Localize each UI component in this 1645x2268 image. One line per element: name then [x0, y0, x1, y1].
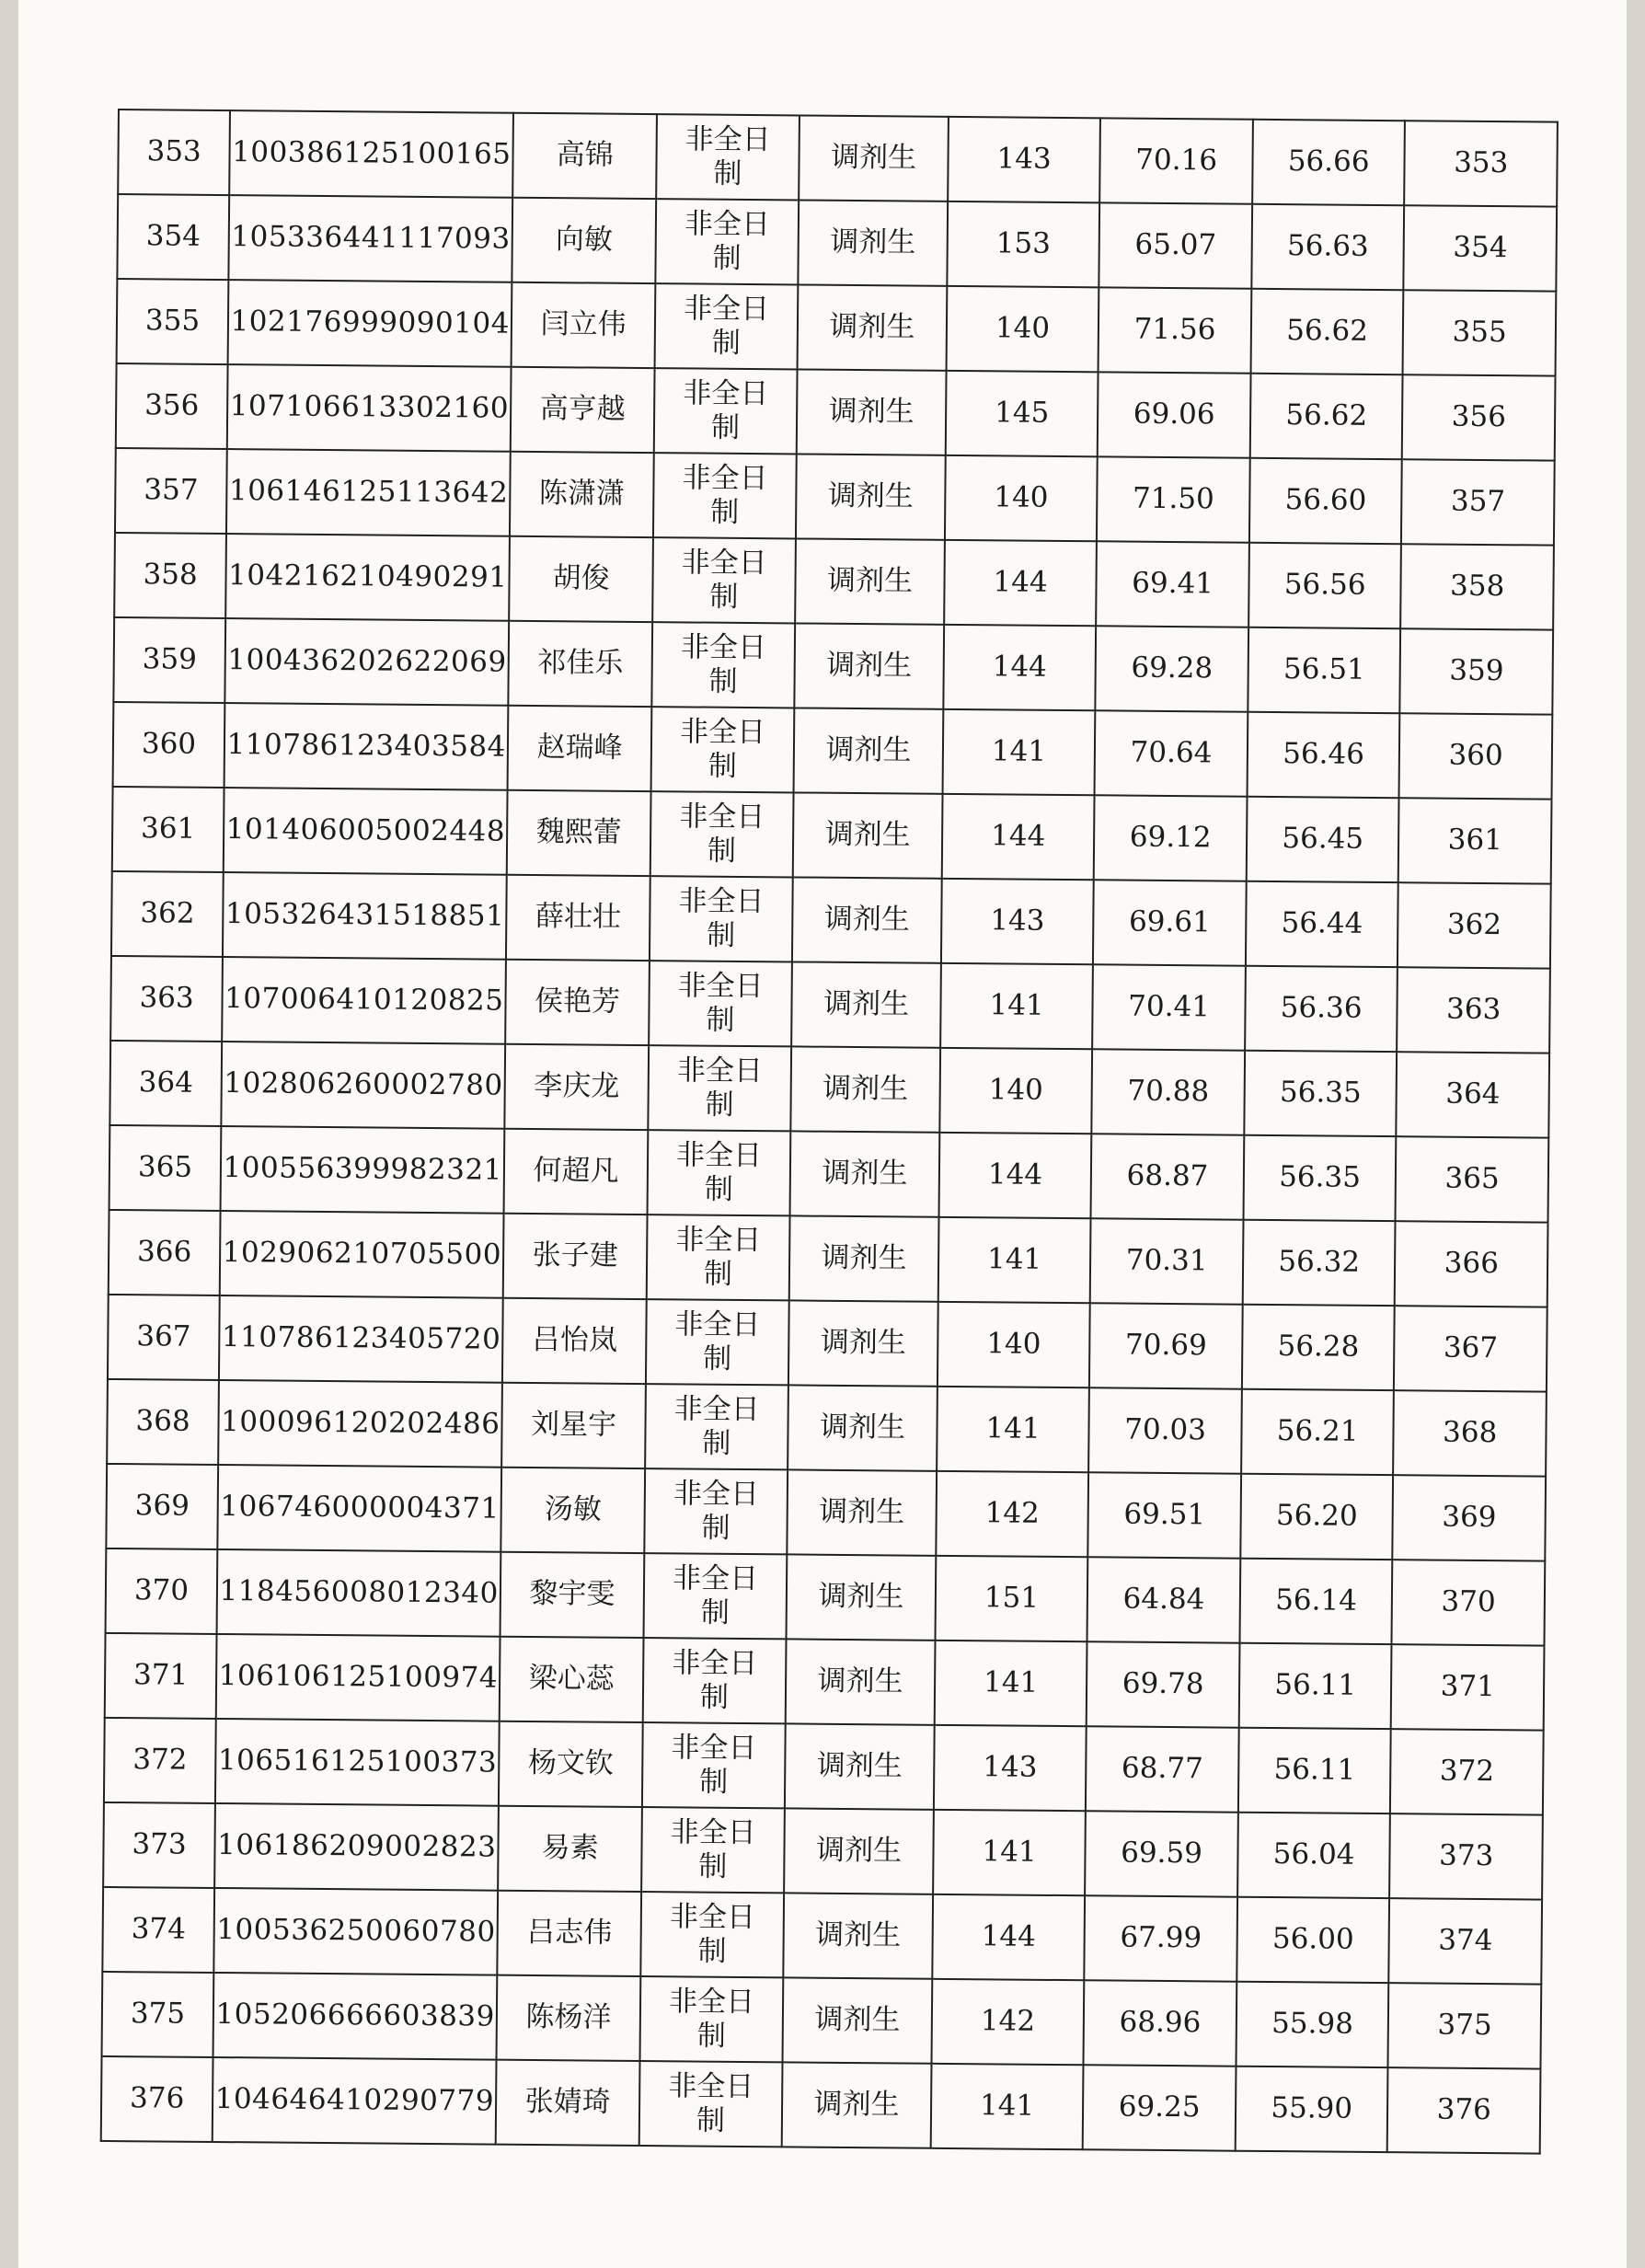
exam-id-cell: 102176999090104 — [228, 280, 512, 367]
total-score-cell: 56.14 — [1239, 1559, 1392, 1644]
rank-cell: 370 — [1392, 1560, 1545, 1645]
admission-type-cell: 调剂生 — [795, 538, 944, 624]
total-score-cell: 56.44 — [1246, 881, 1398, 967]
exam-id-cell: 110786123403584 — [224, 703, 509, 790]
total-score-cell: 56.11 — [1238, 1728, 1391, 1813]
table-row — [103, 1802, 1543, 1900]
table-row — [101, 2056, 1541, 2154]
initial-score-cell: 140 — [938, 1302, 1090, 1387]
admission-type-cell: 调剂生 — [788, 1385, 937, 1470]
rank-cell: 364 — [1397, 1052, 1549, 1137]
study-mode-line-1: 非全日 — [670, 1815, 756, 1849]
table-row — [102, 1972, 1542, 2069]
study-mode-line-2: 制 — [705, 1088, 734, 1122]
table-row — [110, 956, 1550, 1053]
rank-cell: 356 — [1402, 374, 1555, 460]
table-row — [115, 448, 1555, 546]
study-mode-line-1: 非全日 — [684, 292, 770, 326]
admission-type-cell: 调剂生 — [784, 1893, 933, 1978]
row-number-cell: 354 — [117, 194, 229, 280]
total-score-cell: 56.56 — [1248, 543, 1401, 628]
study-mode-cell — [654, 368, 798, 454]
total-score-cell: 55.90 — [1236, 2067, 1388, 2152]
retest-score-cell: 69.61 — [1093, 880, 1246, 965]
initial-score-cell: 141 — [940, 963, 1093, 1049]
candidate-name-cell: 易素 — [498, 1806, 641, 1892]
row-number-cell: 376 — [101, 2056, 213, 2142]
initial-score-cell: 144 — [944, 540, 1097, 626]
study-mode-line-2: 制 — [701, 1511, 730, 1545]
exam-id-cell: 100556399982321 — [221, 1126, 505, 1214]
rank-cell: 354 — [1404, 205, 1557, 291]
retest-score-cell: 71.56 — [1099, 287, 1251, 373]
study-mode-line-1: 非全日 — [672, 1561, 759, 1595]
study-mode-line-1: 非全日 — [675, 1223, 762, 1257]
study-mode-line-2: 制 — [707, 918, 736, 952]
study-mode-cell — [647, 1130, 790, 1215]
study-mode-line-1: 非全日 — [678, 884, 765, 918]
retest-score-cell: 70.03 — [1088, 1387, 1241, 1473]
initial-score-cell: 141 — [933, 1810, 1086, 1895]
study-mode-line-1: 非全日 — [677, 969, 764, 1003]
total-score-cell: 56.45 — [1247, 797, 1399, 882]
exam-id-cell: 105326431518851 — [223, 872, 507, 960]
study-mode-line-1: 非全日 — [675, 1138, 763, 1172]
study-mode-line-1: 非全日 — [668, 2069, 754, 2103]
candidate-name-cell: 侯艳芳 — [506, 960, 650, 1045]
initial-score-cell: 143 — [941, 879, 1094, 964]
total-score-cell: 56.60 — [1249, 458, 1402, 544]
exam-id-cell: 106186209002823 — [214, 1803, 499, 1891]
retest-score-cell: 69.28 — [1096, 626, 1248, 711]
document-page — [18, 0, 1627, 2268]
exam-id-cell: 106146125113642 — [226, 449, 511, 536]
total-score-cell: 56.32 — [1243, 1220, 1396, 1306]
study-mode-line-1: 非全日 — [668, 1985, 755, 2019]
retest-score-cell: 65.07 — [1099, 202, 1252, 288]
retest-score-cell: 64.84 — [1087, 1557, 1240, 1642]
row-number-cell: 373 — [103, 1802, 215, 1888]
candidate-name-cell: 赵瑞峰 — [508, 706, 651, 791]
row-number-cell: 360 — [113, 702, 225, 788]
initial-score-cell: 140 — [946, 286, 1099, 372]
candidate-name-cell: 梁心蕊 — [500, 1637, 643, 1722]
study-mode-line-1: 非全日 — [682, 461, 768, 495]
initial-score-cell: 144 — [943, 625, 1096, 710]
study-mode-cell — [642, 1722, 786, 1808]
study-mode-line-1: 非全日 — [684, 122, 771, 157]
initial-score-cell: 151 — [935, 1556, 1087, 1641]
study-mode-line-2: 制 — [699, 1765, 729, 1799]
rank-cell: 373 — [1389, 1813, 1542, 1899]
table-row — [107, 1379, 1547, 1477]
study-mode-line-1: 非全日 — [671, 1731, 757, 1765]
retest-score-cell: 69.06 — [1098, 372, 1250, 457]
candidate-name-cell: 胡俊 — [510, 536, 653, 622]
retest-score-cell: 71.50 — [1097, 456, 1249, 542]
study-mode-cell — [639, 2061, 783, 2147]
study-mode-line-2: 制 — [696, 2019, 726, 2053]
rank-cell: 363 — [1398, 967, 1550, 1053]
candidate-name-cell: 李庆龙 — [505, 1044, 649, 1130]
initial-score-cell: 141 — [937, 1387, 1089, 1472]
exam-id-cell: 104646410290779 — [213, 2057, 497, 2145]
retest-score-cell: 68.87 — [1091, 1134, 1244, 1219]
admission-type-cell: 调剂生 — [796, 454, 945, 539]
exam-id-cell: 100386125100165 — [229, 110, 513, 198]
total-score-cell: 56.62 — [1250, 374, 1403, 459]
exam-id-cell: 105206666603839 — [213, 1973, 498, 2060]
candidate-name-cell: 陈杨洋 — [497, 1975, 640, 2061]
initial-score-cell: 143 — [948, 117, 1100, 202]
table-row — [111, 871, 1551, 969]
row-number-cell: 374 — [102, 1887, 214, 1973]
table-row — [109, 1210, 1548, 1307]
candidate-name-cell: 高亨越 — [511, 367, 654, 453]
study-mode-line-1: 非全日 — [672, 1646, 758, 1680]
rank-cell: 371 — [1391, 1644, 1544, 1730]
exam-id-cell: 107006410120825 — [222, 957, 506, 1044]
study-mode-line-1: 非全日 — [676, 1053, 764, 1088]
scan-edge-right — [1627, 0, 1645, 2268]
results-table-body — [101, 109, 1558, 2154]
admission-type-cell: 调剂生 — [788, 1469, 937, 1555]
exam-id-cell: 110786123405720 — [219, 1295, 503, 1383]
table-row — [112, 787, 1552, 884]
row-number-cell: 362 — [111, 871, 224, 957]
study-mode-cell — [656, 114, 799, 200]
study-mode-line-2: 制 — [706, 1003, 735, 1037]
exam-id-cell: 101406005002448 — [224, 788, 508, 875]
exam-id-cell: 104216210490291 — [225, 534, 510, 621]
candidate-name-cell: 陈潇潇 — [510, 452, 653, 537]
initial-score-cell: 144 — [932, 1894, 1085, 1980]
candidate-name-cell: 吕志伟 — [498, 1891, 641, 1976]
rank-cell: 369 — [1393, 1475, 1546, 1560]
study-mode-line-2: 制 — [707, 749, 737, 783]
admission-type-cell: 调剂生 — [787, 1554, 936, 1640]
study-mode-line-2: 制 — [709, 580, 739, 614]
retest-score-cell: 70.16 — [1099, 118, 1252, 203]
candidate-name-cell: 黎宇雯 — [500, 1552, 644, 1638]
study-mode-cell — [651, 622, 795, 708]
rank-cell: 360 — [1399, 713, 1552, 799]
total-score-cell: 55.98 — [1236, 1982, 1388, 2067]
initial-score-cell: 142 — [931, 1979, 1084, 2065]
initial-score-cell: 140 — [939, 1048, 1092, 1134]
study-mode-cell — [648, 1045, 791, 1131]
row-number-cell: 359 — [113, 617, 225, 703]
results-table — [100, 109, 1559, 2155]
row-number-cell: 368 — [107, 1379, 219, 1465]
study-mode-cell — [650, 707, 794, 792]
study-mode-line-2: 制 — [710, 495, 740, 529]
table-row — [108, 1295, 1547, 1392]
candidate-name-cell: 祁佳乐 — [509, 621, 652, 707]
exam-id-cell: 107106613302160 — [227, 364, 512, 452]
retest-score-cell: 69.12 — [1094, 795, 1247, 881]
row-number-cell: 353 — [118, 109, 230, 195]
study-mode-cell — [643, 1553, 787, 1639]
study-mode-line-1: 非全日 — [679, 800, 765, 834]
retest-score-cell: 69.25 — [1083, 2065, 1236, 2150]
study-mode-line-1: 非全日 — [684, 207, 771, 242]
total-score-cell: 56.62 — [1250, 289, 1403, 374]
table-row — [117, 194, 1557, 292]
candidate-name-cell: 何超凡 — [504, 1129, 648, 1215]
retest-score-cell: 70.41 — [1092, 964, 1245, 1050]
exam-id-cell: 106106125100974 — [216, 1634, 500, 1721]
row-number-cell: 375 — [102, 1972, 214, 2057]
table-row — [113, 617, 1553, 715]
rank-cell: 366 — [1395, 1221, 1547, 1307]
total-score-cell: 56.63 — [1251, 204, 1404, 290]
candidate-name-cell: 汤敏 — [501, 1468, 645, 1553]
total-score-cell: 56.04 — [1237, 1813, 1390, 1898]
rank-cell: 358 — [1401, 544, 1554, 629]
initial-score-cell: 143 — [934, 1725, 1087, 1811]
initial-score-cell: 140 — [945, 455, 1098, 541]
retest-score-cell: 69.78 — [1087, 1641, 1239, 1727]
admission-type-cell: 调剂生 — [794, 708, 943, 793]
rank-cell: 362 — [1398, 882, 1550, 968]
table-row — [116, 363, 1556, 461]
exam-id-cell: 106516125100373 — [215, 1719, 500, 1806]
rank-cell: 357 — [1401, 459, 1554, 545]
row-number-cell: 361 — [112, 787, 224, 872]
table-row — [117, 279, 1557, 376]
rank-cell: 361 — [1398, 798, 1551, 883]
row-number-cell: 372 — [104, 1718, 216, 1803]
table-row — [114, 533, 1554, 630]
candidate-name-cell: 魏熙蕾 — [507, 790, 650, 876]
total-score-cell: 56.46 — [1247, 712, 1399, 798]
study-mode-line-1: 非全日 — [683, 376, 769, 410]
row-number-cell: 370 — [106, 1548, 218, 1634]
study-mode-line-1: 非全日 — [681, 546, 767, 580]
table-row — [102, 1887, 1542, 1985]
study-mode-line-2: 制 — [699, 1680, 730, 1714]
row-number-cell: 365 — [109, 1125, 222, 1211]
total-score-cell: 56.35 — [1243, 1135, 1396, 1221]
candidate-name-cell: 吕怡岚 — [502, 1298, 646, 1384]
study-mode-line-2: 制 — [700, 1595, 730, 1629]
row-number-cell: 371 — [105, 1633, 217, 1719]
admission-type-cell: 调剂生 — [791, 961, 940, 1047]
initial-score-cell: 141 — [938, 1217, 1090, 1303]
study-mode-cell — [650, 876, 793, 961]
study-mode-cell — [655, 199, 799, 284]
row-number-cell: 357 — [115, 448, 227, 534]
total-score-cell: 56.35 — [1244, 1051, 1397, 1136]
total-score-cell: 56.20 — [1240, 1474, 1393, 1560]
study-mode-cell — [639, 1976, 783, 2062]
study-mode-line-2: 制 — [708, 664, 738, 698]
row-number-cell: 366 — [109, 1210, 221, 1295]
retest-score-cell: 70.69 — [1089, 1303, 1242, 1388]
study-mode-line-1: 非全日 — [673, 1392, 760, 1426]
candidate-name-cell: 薛壮壮 — [506, 875, 650, 961]
study-mode-line-2: 制 — [697, 1934, 727, 1968]
table-row — [109, 1125, 1549, 1223]
initial-score-cell: 144 — [938, 1133, 1091, 1218]
study-mode-cell — [650, 791, 794, 877]
study-mode-line-2: 制 — [703, 1257, 733, 1291]
candidate-name-cell: 杨文钦 — [499, 1721, 642, 1807]
row-number-cell: 364 — [109, 1041, 222, 1126]
retest-score-cell: 67.99 — [1085, 1895, 1237, 1981]
rank-cell: 355 — [1403, 290, 1556, 375]
exam-id-cell: 102806260002780 — [221, 1042, 505, 1129]
retest-score-cell: 68.77 — [1086, 1726, 1238, 1812]
row-number-cell: 363 — [110, 956, 223, 1042]
initial-score-cell: 153 — [947, 201, 1099, 287]
study-mode-line-1: 非全日 — [679, 715, 766, 749]
table-row — [105, 1633, 1545, 1731]
retest-score-cell: 68.96 — [1084, 1980, 1237, 2066]
study-mode-cell — [640, 1892, 784, 1977]
study-mode-line-2: 制 — [698, 1849, 728, 1883]
study-mode-cell — [647, 1215, 790, 1300]
total-score-cell: 56.21 — [1241, 1389, 1394, 1475]
study-mode-line-1: 非全日 — [673, 1477, 760, 1511]
rank-cell: 367 — [1394, 1306, 1547, 1391]
rank-cell: 376 — [1387, 2067, 1540, 2153]
study-mode-line-1: 非全日 — [680, 630, 767, 664]
admission-type-cell: 调剂生 — [784, 1808, 933, 1894]
row-number-cell: 367 — [108, 1295, 220, 1380]
candidate-name-cell: 闫立伟 — [512, 282, 655, 368]
rank-cell: 365 — [1396, 1136, 1548, 1222]
row-number-cell: 369 — [106, 1464, 218, 1549]
study-mode-line-2: 制 — [703, 1341, 732, 1376]
admission-type-cell: 调剂生 — [799, 200, 948, 285]
retest-score-cell: 70.64 — [1095, 710, 1248, 796]
study-mode-cell — [645, 1384, 788, 1469]
study-mode-line-2: 制 — [704, 1172, 733, 1206]
initial-score-cell: 142 — [936, 1471, 1088, 1557]
admission-type-cell: 调剂生 — [792, 877, 941, 962]
study-mode-line-2: 制 — [712, 241, 742, 275]
admission-type-cell: 调剂生 — [785, 1723, 934, 1809]
admission-type-cell: 调剂生 — [791, 1046, 940, 1132]
study-mode-line-2: 制 — [702, 1426, 731, 1460]
total-score-cell: 56.00 — [1237, 1897, 1389, 1983]
total-score-cell: 56.36 — [1245, 966, 1398, 1052]
study-mode-cell — [649, 961, 792, 1046]
retest-score-cell: 70.31 — [1090, 1218, 1243, 1304]
rank-cell: 353 — [1405, 121, 1558, 206]
row-number-cell: 355 — [117, 279, 229, 364]
exam-id-cell: 100096120202486 — [218, 1380, 502, 1468]
study-mode-cell — [652, 537, 796, 623]
exam-id-cell: 118456008012340 — [217, 1549, 501, 1637]
table-row — [106, 1548, 1546, 1646]
admission-type-cell: 调剂生 — [782, 2062, 931, 2147]
admission-type-cell: 调剂生 — [790, 1131, 939, 1216]
rank-cell: 374 — [1389, 1898, 1542, 1984]
study-mode-cell — [646, 1299, 789, 1385]
exam-id-cell: 100436202622069 — [224, 618, 509, 706]
study-mode-line-2: 制 — [710, 410, 741, 444]
study-mode-cell — [643, 1638, 787, 1723]
total-score-cell: 56.51 — [1248, 627, 1400, 713]
total-score-cell: 56.11 — [1239, 1643, 1392, 1729]
exam-id-cell: 106746000004371 — [217, 1465, 501, 1552]
rank-cell: 375 — [1388, 1983, 1541, 2068]
initial-score-cell: 145 — [946, 371, 1099, 456]
rank-cell: 368 — [1393, 1390, 1546, 1476]
admission-type-cell: 调剂生 — [788, 1300, 938, 1386]
admission-type-cell: 调剂生 — [783, 1977, 932, 2063]
table-row — [104, 1718, 1544, 1815]
table-row — [109, 1041, 1549, 1138]
exam-id-cell: 100536250060780 — [213, 1888, 498, 1975]
study-mode-cell — [654, 283, 798, 369]
table-row — [106, 1464, 1546, 1561]
row-number-cell: 358 — [114, 533, 226, 618]
initial-score-cell: 144 — [941, 794, 1094, 880]
candidate-name-cell: 张子建 — [503, 1214, 647, 1299]
table-row — [118, 109, 1558, 207]
initial-score-cell: 141 — [942, 709, 1095, 795]
study-mode-line-2: 制 — [713, 156, 742, 190]
study-mode-line-2: 制 — [711, 326, 741, 360]
study-mode-line-2: 制 — [696, 2103, 726, 2137]
study-mode-line-2: 制 — [707, 834, 737, 868]
rank-cell: 359 — [1400, 628, 1553, 714]
admission-type-cell: 调剂生 — [798, 284, 947, 370]
row-number-cell: 356 — [116, 363, 228, 449]
study-mode-cell — [653, 453, 797, 538]
candidate-name-cell: 刘星宇 — [501, 1383, 645, 1468]
admission-type-cell: 调剂生 — [786, 1639, 935, 1724]
candidate-name-cell: 向敏 — [512, 198, 656, 283]
retest-score-cell: 69.51 — [1088, 1472, 1241, 1558]
study-mode-cell — [644, 1468, 788, 1554]
initial-score-cell: 141 — [934, 1641, 1087, 1726]
study-mode-line-1: 非全日 — [674, 1307, 761, 1341]
retest-score-cell: 69.41 — [1096, 541, 1248, 627]
exam-id-cell: 105336441117093 — [229, 195, 513, 282]
candidate-name-cell: 张婧琦 — [496, 2060, 639, 2146]
retest-score-cell: 69.59 — [1085, 1811, 1237, 1896]
rank-cell: 372 — [1390, 1729, 1543, 1814]
admission-type-cell: 调剂生 — [789, 1215, 938, 1301]
admission-type-cell: 调剂生 — [793, 792, 942, 878]
total-score-cell: 56.28 — [1242, 1305, 1395, 1390]
exam-id-cell: 102906210705500 — [220, 1211, 504, 1298]
initial-score-cell: 141 — [930, 2064, 1083, 2149]
total-score-cell: 56.66 — [1252, 120, 1405, 205]
admission-type-cell: 调剂生 — [795, 623, 944, 708]
scan-edge-left — [0, 0, 18, 2268]
study-mode-cell — [641, 1807, 785, 1893]
study-mode-line-1: 非全日 — [669, 1900, 756, 1934]
admission-type-cell: 调剂生 — [797, 369, 946, 455]
admission-type-cell: 调剂生 — [799, 115, 948, 201]
table-row — [113, 702, 1553, 800]
retest-score-cell: 70.88 — [1092, 1049, 1245, 1134]
candidate-name-cell: 高锦 — [513, 113, 657, 199]
